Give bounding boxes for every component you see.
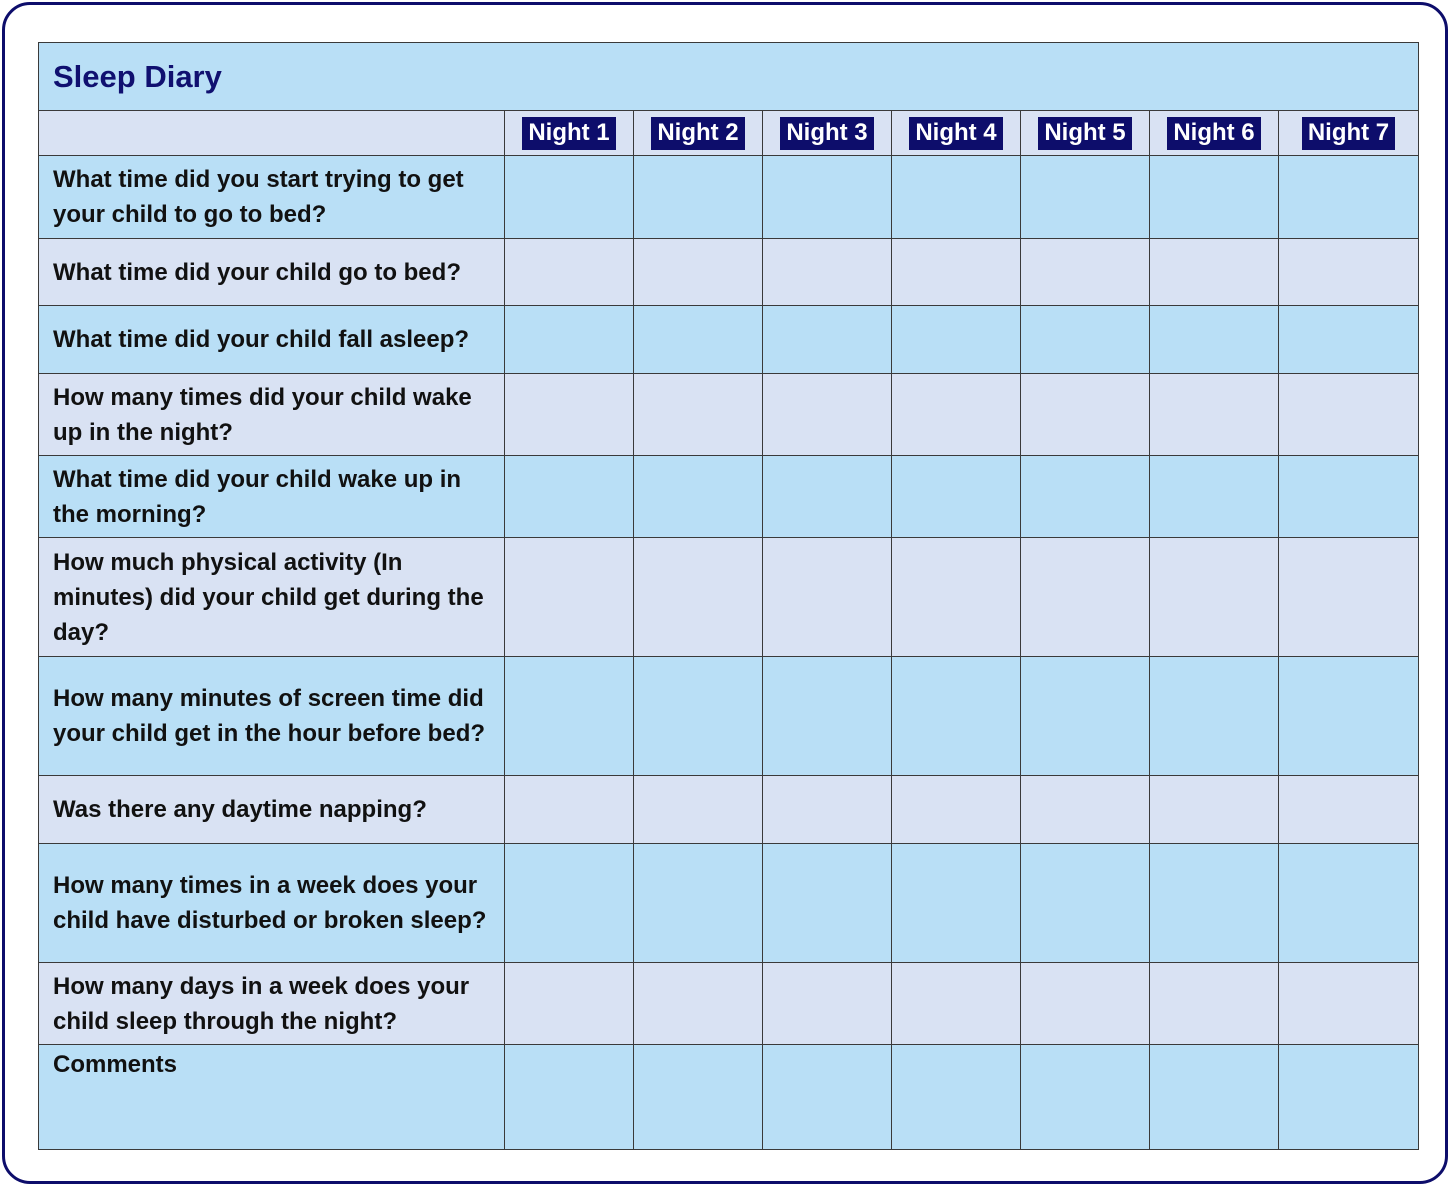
entry-cell[interactable] — [634, 657, 763, 776]
entry-cell[interactable] — [1021, 156, 1150, 239]
night-6-label: Night 6 — [1167, 117, 1260, 150]
entry-cell[interactable] — [1279, 844, 1419, 963]
entry-cell[interactable] — [634, 374, 763, 456]
entry-cell[interactable] — [763, 538, 892, 657]
night-7-label: Night 7 — [1302, 117, 1395, 150]
entry-cell[interactable] — [505, 538, 634, 657]
question-row — [39, 156, 1419, 239]
night-header-cell — [634, 111, 763, 156]
entry-cell[interactable] — [892, 657, 1021, 776]
entry-cell[interactable] — [1150, 374, 1279, 456]
entry-cell[interactable] — [1021, 374, 1150, 456]
entry-cell[interactable] — [892, 844, 1021, 963]
entry-cell[interactable] — [1279, 239, 1419, 306]
question-text: How many times did your child wake up in the night? — [39, 374, 505, 456]
question-text: How many minutes of screen time did your child get in the hour before bed? — [39, 657, 505, 776]
entry-cell[interactable] — [763, 239, 892, 306]
question-text: What time did your child go to bed? — [39, 239, 505, 306]
entry-cell[interactable] — [505, 456, 634, 538]
entry-cell[interactable] — [1279, 963, 1419, 1045]
entry-cell[interactable] — [634, 776, 763, 844]
entry-cell[interactable] — [892, 776, 1021, 844]
question-row — [39, 374, 1419, 456]
entry-cell[interactable] — [1279, 156, 1419, 239]
question-text: Was there any daytime napping? — [39, 776, 505, 844]
entry-cell[interactable] — [892, 306, 1021, 374]
question-row — [39, 306, 1419, 374]
night-5-label: Night 5 — [1038, 117, 1131, 150]
entry-cell[interactable] — [1150, 306, 1279, 374]
entry-cell[interactable] — [1150, 657, 1279, 776]
question-row — [39, 776, 1419, 844]
entry-cell[interactable] — [1279, 657, 1419, 776]
entry-cell[interactable] — [505, 844, 634, 963]
night-header-row — [39, 111, 1419, 156]
entry-cell[interactable] — [1021, 844, 1150, 963]
entry-cell[interactable] — [1021, 239, 1150, 306]
entry-cell[interactable] — [634, 156, 763, 239]
entry-cell[interactable] — [763, 776, 892, 844]
question-text: What time did your child wake up in the morning? — [39, 456, 505, 538]
header-blank-cell — [39, 111, 505, 156]
comment-cell[interactable] — [634, 1045, 763, 1150]
comment-cell[interactable] — [1150, 1045, 1279, 1150]
entry-cell[interactable] — [505, 776, 634, 844]
question-text: How many days in a week does your child sleep through the night? — [39, 963, 505, 1045]
entry-cell[interactable] — [1150, 239, 1279, 306]
entry-cell[interactable] — [763, 156, 892, 239]
comment-cell[interactable] — [892, 1045, 1021, 1150]
question-text: What time did your child fall asleep? — [39, 306, 505, 374]
night-header-cell — [763, 111, 892, 156]
night-4-label: Night 4 — [909, 117, 1002, 150]
comments-row — [39, 1045, 1419, 1150]
night-3-label: Night 3 — [780, 117, 873, 150]
question-row — [39, 538, 1419, 657]
entry-cell[interactable] — [763, 844, 892, 963]
diary-title: Sleep Diary — [39, 43, 1419, 111]
entry-cell[interactable] — [763, 963, 892, 1045]
entry-cell[interactable] — [1150, 844, 1279, 963]
entry-cell[interactable] — [1021, 538, 1150, 657]
entry-cell[interactable] — [1150, 156, 1279, 239]
comments-label: Comments — [39, 1045, 505, 1150]
entry-cell[interactable] — [505, 239, 634, 306]
entry-cell[interactable] — [763, 306, 892, 374]
entry-cell[interactable] — [763, 374, 892, 456]
question-row — [39, 657, 1419, 776]
entry-cell[interactable] — [634, 456, 763, 538]
question-row — [39, 844, 1419, 963]
comment-cell[interactable] — [763, 1045, 892, 1150]
entry-cell[interactable] — [634, 844, 763, 963]
entry-cell[interactable] — [1150, 456, 1279, 538]
entry-cell[interactable] — [1279, 776, 1419, 844]
entry-cell[interactable] — [505, 156, 634, 239]
entry-cell[interactable] — [505, 963, 634, 1045]
entry-cell[interactable] — [892, 538, 1021, 657]
night-header-cell — [505, 111, 634, 156]
entry-cell[interactable] — [1021, 776, 1150, 844]
entry-cell[interactable] — [892, 963, 1021, 1045]
entry-cell[interactable] — [1021, 306, 1150, 374]
comment-cell[interactable] — [1279, 1045, 1419, 1150]
entry-cell[interactable] — [763, 456, 892, 538]
night-header-cell — [892, 111, 1021, 156]
entry-cell[interactable] — [1021, 456, 1150, 538]
entry-cell[interactable] — [505, 657, 634, 776]
entry-cell[interactable] — [505, 374, 634, 456]
question-text: How much physical activity (In minutes) did your child get during the day? — [39, 538, 505, 657]
entry-cell[interactable] — [892, 374, 1021, 456]
question-row — [39, 963, 1419, 1045]
entry-cell[interactable] — [1279, 374, 1419, 456]
question-row — [39, 239, 1419, 306]
entry-cell[interactable] — [1279, 538, 1419, 657]
entry-cell[interactable] — [892, 156, 1021, 239]
night-header-cell — [1279, 111, 1419, 156]
entry-cell[interactable] — [1279, 456, 1419, 538]
question-text: What time did you start trying to get your child to go to bed? — [39, 156, 505, 239]
entry-cell[interactable] — [634, 538, 763, 657]
sleep-diary-table — [38, 42, 1419, 1150]
night-1-label: Night 1 — [522, 117, 615, 150]
entry-cell[interactable] — [634, 306, 763, 374]
entry-cell[interactable] — [505, 306, 634, 374]
night-header-cell — [1150, 111, 1279, 156]
entry-cell[interactable] — [1279, 306, 1419, 374]
entry-cell[interactable] — [634, 239, 763, 306]
entry-cell[interactable] — [634, 963, 763, 1045]
entry-cell[interactable] — [1021, 963, 1150, 1045]
entry-cell[interactable] — [892, 456, 1021, 538]
entry-cell[interactable] — [1021, 657, 1150, 776]
night-2-label: Night 2 — [651, 117, 744, 150]
comment-cell[interactable] — [505, 1045, 634, 1150]
entry-cell[interactable] — [763, 657, 892, 776]
comment-cell[interactable] — [1021, 1045, 1150, 1150]
entry-cell[interactable] — [1150, 963, 1279, 1045]
entry-cell[interactable] — [1150, 538, 1279, 657]
question-row — [39, 456, 1419, 538]
question-text: How many times in a week does your child have disturbed or broken sleep? — [39, 844, 505, 963]
night-header-cell — [1021, 111, 1150, 156]
entry-cell[interactable] — [892, 239, 1021, 306]
entry-cell[interactable] — [1150, 776, 1279, 844]
